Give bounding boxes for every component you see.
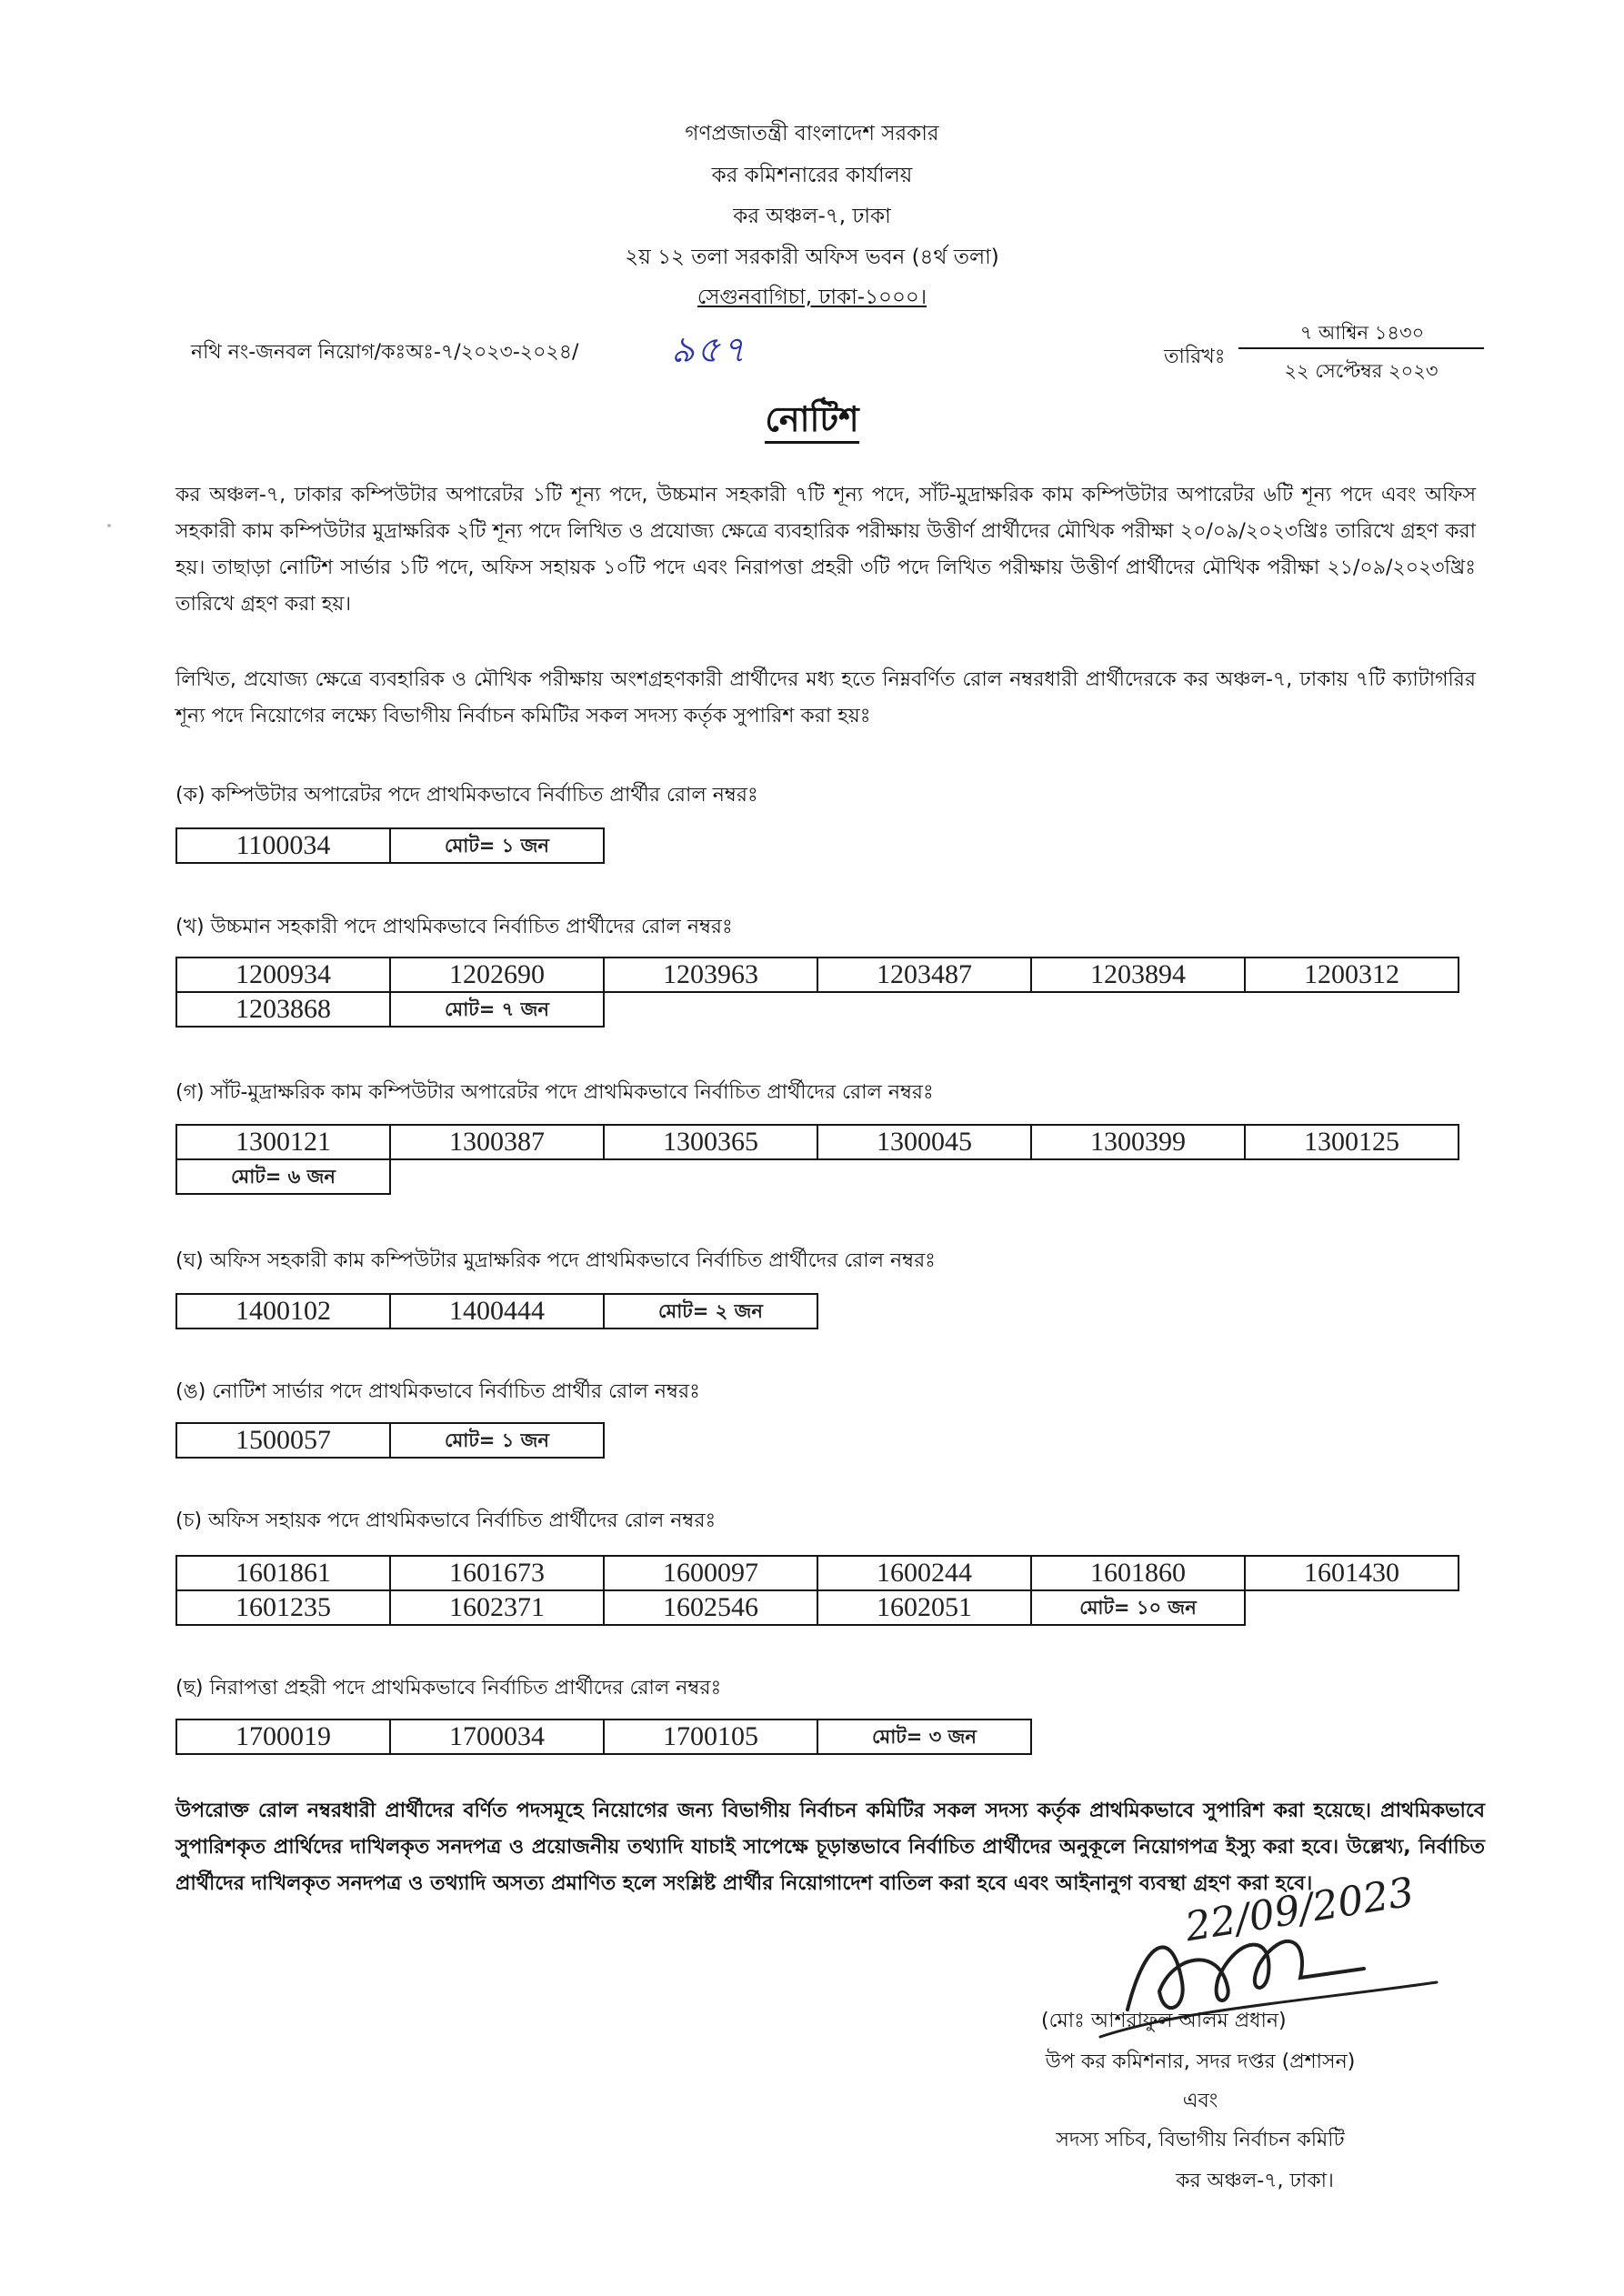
reference-number: নথি নং-জনবল নিয়োগ/কঃঅঃ-৭/২০২৩-২০২৪/ [191,341,579,364]
signature-handwritten-date: 22/09/2023 [1182,1869,1418,1951]
header-line-2: কর কমিশনারের কার্যালয় [711,164,913,187]
roll-number-cell: 1202690 [389,957,605,993]
section-title-office-helper: (চ) অফিস সহায়ক পদে প্রাথমিকভাবে নির্বাচিত প্রার্থীদের রোল নম্বরঃ [175,1509,717,1532]
section-title-security-guard: (ছ) নিরাপত্তা প্রহরী পদে প্রাথমিকভাবে নির্বাচিত প্রার্থীদের রোল নম্বরঃ [175,1677,722,1699]
section-title-office-assistant-typist: (ঘ) অফিস সহকারী কাম কম্পিউটার মুদ্রাক্ষরিক পদে প্রাথমিকভাবে নির্বাচিত প্রার্থীদের রোল নম্বরঃ [175,1249,936,1272]
roll-number-cell: 1300125 [1244,1124,1459,1160]
header-line-5: সেগুনবাগিচা, ঢাকা-১০০০। [697,286,927,309]
total-count-cell: মোট= ২ জন [603,1293,818,1329]
roll-number-cell: 1601861 [175,1555,391,1591]
header-line-1: গণপ্রজাতন্ত্রী বাংলাদেশ সরকার [685,122,939,145]
roll-table-notice-server [175,1422,605,1459]
date-english: ২২ সেপ্টেম্বর ২০২৩ [1284,360,1439,382]
total-count-cell: মোট= ১ জন [389,827,605,864]
roll-table-office-helper-row-2 [175,1589,1246,1626]
closing-paragraph: উপরোক্ত রোল নম্বরধারী প্রার্থীদের বর্ণিত পদসমূহে নিয়োগের জন্য বিভাগীয় নির্বাচন কমিটির সকল সদস্য কর্তৃক প্রাথমিকভাবে সুপারিশ করা হয়েছে। প্রাথমিকভাবে সুপারিশকৃত প্রার্থিদের দাখিলকৃত সনদপত্র ও প্রয়োজনীয় তথ্যাদি যাচাই সাপেক্ষে চূড়ান্তভাবে নির্বাচিত প্রার্থীদের অনুকূলে নিয়োগপত্র ইস্যু করা হবে। উল্লেখ্য, নির্বাচিত প্রার্থীদের দাখিলকৃত সনদপত্র ও তথ্যাদি অসত্য প্রমাণিত হলে সংশ্লিষ্ট প্রার্থীর নিয়োগাদেশ বাতিল করা হবে এবং আইনানুগ ব্যবস্থা গ্রহণ করা হবে। [175,1800,1485,1895]
roll-table-office-assistant-typist [175,1293,818,1329]
roll-number-cell: 1203868 [175,991,391,1028]
roll-table-office-helper-row-1 [175,1555,1459,1591]
roll-number-cell: 1700034 [389,1719,605,1755]
paragraph-recommendation: লিখিত, প্রযোজ্য ক্ষেত্রে ব্যবহারিক ও মৌখিক পরীক্ষায় অংশগ্রহণকারী প্রার্থীদের মধ্য হতে নিম্নবর্ণিত রোল নম্বরধারী প্রার্থীদেরকে কর অঞ্চল-৭, ঢাকায় ৭টি ক্যাটাগরির শূন্য পদে নিয়োগের লক্ষ্যে বিভাগীয় নির্বাচন কমিটির সকল সদস্য কর্তৃক সুপারিশ করা হয়ঃ [175,668,1476,727]
roll-number-cell: 1203963 [603,957,818,993]
total-count-cell: মোট= ৩ জন [817,1719,1032,1755]
notice-title-text: নোটিশ [765,399,858,444]
header-line-4: ২য় ১২ তলা সরকারী অফিস ভবন (৪র্থ তলা) [625,246,999,269]
total-count-cell: মোট= ১ জন [389,1422,605,1459]
roll-number-cell: 1600244 [817,1555,1032,1591]
roll-number-cell: 1400444 [389,1293,605,1329]
roll-table-computer-operator [175,827,605,864]
roll-number-cell: 1700019 [175,1719,391,1755]
roll-number-cell: 1203487 [817,957,1032,993]
roll-number-cell: 1200312 [1244,957,1459,993]
roll-table-upper-division-assistant-row-2 [175,991,605,1028]
signatory-committee-role: সদস্য সচিব, বিভাগীয় নির্বাচন কমিটি [1056,2129,1345,2151]
roll-number-cell: 1200934 [175,957,391,993]
roll-number-cell: 1500057 [175,1422,391,1459]
roll-table-upper-division-assistant-row-1 [175,957,1459,993]
roll-number-cell: 1602546 [603,1589,818,1626]
roll-number-cell: 1300045 [817,1124,1032,1160]
roll-table-stenographer [175,1124,1459,1160]
roll-number-cell: 1601430 [1244,1555,1459,1591]
date-divider [1238,347,1484,349]
section-title-computer-operator: (ক) কম্পিউটার অপারেটর পদে প্রাথমিকভাবে নির্বাচিত প্রার্থীর রোল নম্বরঃ [175,784,758,807]
roll-table-security-guard [175,1719,1032,1755]
roll-number-cell: 1700105 [603,1719,818,1755]
signatory-name: (মোঃ আশরাফুল আলম প্রধান) [1041,2010,1287,2032]
signatory-and: এবং [1182,2090,1218,2112]
date-label: তারিখঃ [1164,346,1226,368]
roll-number-cell: 1601860 [1030,1555,1246,1591]
roll-table-stenographer-total [175,1158,391,1195]
roll-number-cell: 1100034 [175,827,391,864]
section-title-stenographer: (গ) সাঁট-মুদ্রাক্ষরিক কাম কম্পিউটার অপারেটর পদে প্রাথমিকভাবে নির্বাচিত প্রার্থীদের রোল নম্বরঃ [175,1081,934,1104]
roll-number-cell: 1601673 [389,1555,605,1591]
roll-number-cell: 1300121 [175,1124,391,1160]
signatory-designation: উপ কর কমিশনার, সদর দপ্তর (প্রশাসন) [1045,2050,1356,2073]
roll-number-cell: 1400102 [175,1293,391,1329]
roll-number-cell: 1600097 [603,1555,818,1591]
reference-handwritten-number: ৯৫৭ [671,329,747,371]
total-count-cell: মোট= ৬ জন [175,1158,391,1195]
date-bangla: ৭ আশ্বিন ১৪৩০ [1299,322,1425,344]
roll-number-cell: 1300365 [603,1124,818,1160]
roll-number-cell: 1602371 [389,1589,605,1626]
total-count-cell: মোট= ৭ জন [389,991,605,1028]
signatory-office: কর অঞ্চল-৭, ঢাকা। [1176,2170,1334,2192]
roll-number-cell: 1601235 [175,1589,391,1626]
header-line-3: কর অঞ্চল-৭, ঢাকা [733,205,891,228]
notice-title [0,393,1624,451]
roll-number-cell: 1203894 [1030,957,1246,993]
paragraph-exam-info: কর অঞ্চল-৭, ঢাকার কম্পিউটার অপারেটর ১টি শূন্য পদে, উচ্চমান সহকারী ৭টি শূন্য পদে, সাঁট-মুদ্রাক্ষরিক কাম কম্পিউটার অপারেটর ৬টি শূন্য পদে এবং অফিস সহকারী কাম কম্পিউটার মুদ্রাক্ষরিক ২টি শূন্য পদে লিখিত ও প্রযোজ্য ক্ষেত্রে ব্যবহারিক পরীক্ষায় উত্তীর্ণ প্রার্থীদের মৌখিক পরীক্ষা ২০/০৯/২০২৩খ্রিঃ তারিখে গ্রহণ করা হয়। তাছাড়া নোটিশ সার্ভার ১টি পদে, অফিস সহায়ক ১০টি পদে এবং নিরাপত্তা প্রহরী ৩টি পদে লিখিত পরীক্ষায় উত্তীর্ণ প্রার্থীদের মৌখিক পরীক্ষা ২১/০৯/২০২৩খ্রিঃ তারিখে গ্রহণ করা হয়। [175,484,1476,616]
roll-number-cell: 1300399 [1030,1124,1246,1160]
section-title-upper-division-assistant: (খ) উচ্চমান সহকারী পদে প্রাথমিকভাবে নির্বাচিত প্রার্থীদের রোল নম্বরঃ [175,916,733,938]
roll-number-cell: 1300387 [389,1124,605,1160]
margin-mark [107,524,111,527]
total-count-cell: মোট= ১০ জন [1030,1589,1246,1626]
section-title-notice-server: (ঙ) নোটিশ সার্ভার পদে প্রাথমিকভাবে নির্বাচিত প্রার্থীর রোল নম্বরঃ [175,1380,700,1403]
roll-number-cell: 1602051 [817,1589,1032,1626]
